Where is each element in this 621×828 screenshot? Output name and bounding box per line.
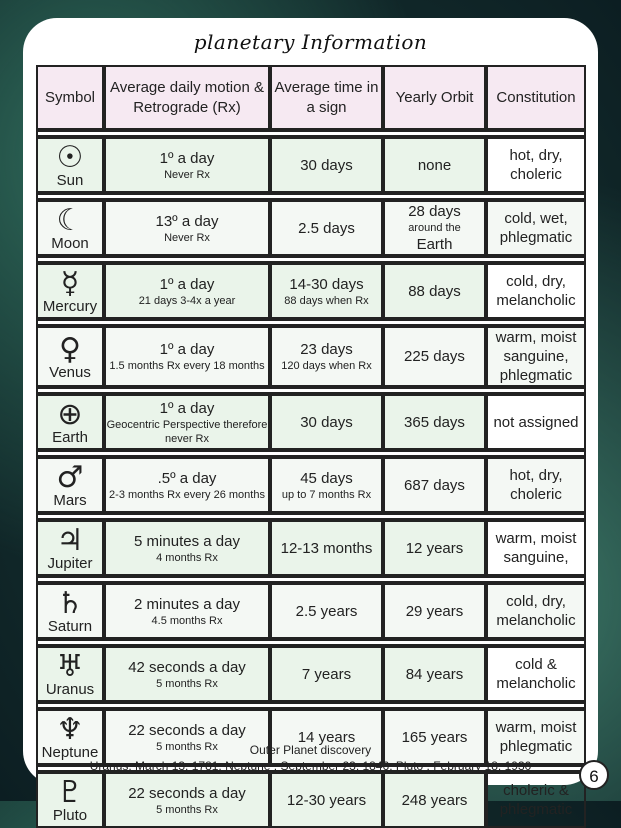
symbol-cell — [36, 326, 104, 387]
planet-name: Mars — [53, 492, 87, 509]
header-motion: Average daily motion & Retrograde (Rx) — [104, 65, 270, 130]
header-symbol: Symbol — [36, 65, 104, 130]
planet-name: Venus — [49, 363, 91, 381]
time-cell — [270, 200, 383, 256]
constitution-cell: warm, moist sanguine, — [486, 520, 586, 576]
time-value: 2.5 days — [298, 219, 355, 237]
orbit-value: 28 days — [408, 203, 461, 220]
motion-note: 1.5 months Rx every 18 months — [109, 360, 265, 372]
header-orbit: Yearly Orbit — [383, 65, 486, 130]
orbit-cell — [383, 646, 486, 702]
planet-glyph-icon: ☾ — [56, 203, 84, 238]
planet-glyph-icon: ♂ — [56, 460, 84, 495]
footer — [23, 742, 598, 774]
planet-glyph-icon: ♅ — [56, 649, 84, 684]
motion-value: 5 minutes a day — [134, 532, 240, 550]
motion-cell — [104, 457, 270, 513]
planet-glyph-icon: ⊕ — [57, 397, 83, 432]
orbit-cell — [383, 326, 486, 387]
motion-note: 4.5 months Rx — [151, 614, 223, 627]
page-title: planetary Information — [193, 30, 428, 54]
time-value: 23 days — [300, 341, 353, 358]
motion-cell — [104, 772, 270, 828]
time-cell — [270, 394, 383, 450]
motion-note: 4 months Rx — [156, 551, 218, 564]
time-note: 120 days when Rx — [281, 360, 372, 372]
symbol-cell — [36, 457, 104, 513]
orbit-value: 248 years — [401, 791, 468, 809]
planet-row — [36, 583, 586, 639]
symbol-cell — [36, 200, 104, 256]
time-cell — [270, 646, 383, 702]
motion-note: 5 months Rx — [156, 740, 218, 753]
info-card — [23, 18, 598, 824]
time-note: up to 7 months Rx — [281, 488, 372, 501]
orbit-cell — [383, 137, 486, 193]
motion-value: 1º a day — [159, 399, 215, 417]
motion-value: 2 minutes a day — [134, 595, 240, 613]
planet-name: Saturn — [47, 618, 93, 635]
planet-row — [36, 457, 586, 513]
planet-name: Pluto — [52, 807, 88, 824]
orbit-value: 12 years — [405, 539, 464, 557]
orbit-cell — [383, 263, 486, 319]
orbit-value: 365 days — [404, 413, 465, 431]
planet-glyph-icon: ♇ — [56, 775, 84, 810]
planet-name: Mercury — [42, 298, 98, 315]
symbol-cell — [36, 137, 104, 193]
constitution-cell: not assigned — [486, 394, 586, 450]
time-value: 12-13 months — [280, 539, 373, 557]
planet-glyph-icon: ☉ — [56, 140, 84, 175]
time-value: 2.5 years — [295, 602, 358, 620]
time-cell — [270, 263, 383, 319]
planet-name: Moon — [51, 235, 89, 252]
planet-row — [36, 200, 586, 256]
motion-cell — [104, 520, 270, 576]
motion-cell — [104, 263, 270, 319]
orbit-note: around the — [408, 222, 461, 234]
symbol-cell — [36, 772, 104, 828]
planet-name: Sun — [56, 172, 84, 189]
symbol-cell — [36, 520, 104, 576]
header-constitution: Constitution — [486, 65, 586, 130]
time-value: 45 days — [300, 469, 353, 487]
time-value: 14-30 days — [289, 275, 364, 293]
motion-note: Geocentric Perspective therefore never Rx — [106, 418, 268, 445]
constitution-cell: choleric & phlegmatic — [486, 772, 586, 828]
time-cell — [270, 326, 383, 387]
motion-value: .5º a day — [157, 469, 217, 487]
header-time: Average time in a sign — [270, 65, 383, 130]
planet-glyph-icon: ♄ — [56, 586, 84, 621]
time-value: 30 days — [300, 156, 353, 174]
motion-cell — [104, 394, 270, 450]
symbol-cell — [36, 583, 104, 639]
time-note: 88 days when Rx — [284, 294, 369, 307]
constitution-cell: warm, moist phlegmatic — [486, 709, 586, 765]
motion-cell — [104, 646, 270, 702]
motion-value: 13º a day — [155, 212, 219, 230]
motion-cell — [104, 326, 270, 387]
motion-note: 5 months Rx — [156, 803, 218, 816]
motion-value: 1º a day — [159, 149, 215, 167]
orbit-cell — [383, 520, 486, 576]
planet-row — [36, 263, 586, 319]
orbit-value: 225 days — [404, 348, 465, 365]
time-value: 14 years — [297, 728, 356, 746]
symbol-cell — [36, 263, 104, 319]
symbol-cell — [36, 646, 104, 702]
footer-text: Uranus: March 13, 1781, Neptune : September 23, 1846, Pluto : February 18, 1930 — [89, 759, 532, 773]
time-value: 30 days — [300, 413, 353, 431]
constitution-cell: cold & melancholic — [486, 646, 586, 702]
planet-name: Uranus — [45, 681, 95, 698]
footer-heading: Outer Planet discovery — [249, 743, 372, 757]
constitution-cell: hot, dry, choleric — [486, 137, 586, 193]
motion-value: 22 seconds a day — [128, 784, 246, 802]
orbit-cell — [383, 394, 486, 450]
time-value: 7 years — [301, 665, 352, 683]
orbit-after: Earth — [416, 236, 453, 253]
orbit-value: 88 days — [408, 282, 461, 300]
motion-value: 22 seconds a day — [128, 721, 246, 739]
orbit-cell — [383, 457, 486, 513]
motion-cell — [104, 137, 270, 193]
orbit-value: none — [417, 156, 452, 174]
motion-value: 42 seconds a day — [128, 658, 246, 676]
symbol-cell — [36, 394, 104, 450]
constitution-cell: warm, moist sanguine, phlegmatic — [486, 326, 586, 387]
motion-cell — [104, 583, 270, 639]
time-cell — [270, 137, 383, 193]
planet-name: Jupiter — [47, 555, 93, 572]
time-cell — [270, 583, 383, 639]
planet-row — [36, 394, 586, 450]
planet-glyph-icon: ♀ — [59, 331, 81, 367]
planet-glyph-icon: ☿ — [60, 266, 80, 301]
orbit-value: 165 years — [401, 728, 468, 746]
constitution-cell: cold, dry, melancholic — [486, 263, 586, 319]
motion-note: 2-3 months Rx every 26 months — [109, 488, 265, 501]
planet-glyph-icon: ♃ — [56, 523, 84, 558]
orbit-value: 29 years — [405, 602, 464, 620]
constitution-cell: cold, wet, phlegmatic — [486, 200, 586, 256]
planet-row — [36, 520, 586, 576]
orbit-cell — [383, 583, 486, 639]
planet-glyph-icon: ♆ — [56, 712, 84, 747]
planet-row — [36, 772, 586, 828]
constitution-cell: cold, dry, melancholic — [486, 583, 586, 639]
orbit-cell — [383, 772, 486, 828]
motion-note: Never Rx — [164, 231, 210, 244]
orbit-value: 84 years — [405, 665, 464, 683]
planet-table — [36, 65, 586, 828]
planet-name: Neptune — [41, 744, 99, 761]
time-cell — [270, 457, 383, 513]
planet-row — [36, 326, 586, 387]
motion-value: 1º a day — [159, 275, 215, 293]
motion-note: 5 months Rx — [156, 677, 218, 690]
page-number: 6 — [579, 760, 609, 790]
constitution-cell: hot, dry, choleric — [486, 457, 586, 513]
motion-cell — [104, 200, 270, 256]
motion-note: 21 days 3-4x a year — [138, 294, 236, 307]
time-cell — [270, 772, 383, 828]
planet-row — [36, 137, 586, 193]
orbit-cell — [383, 200, 486, 256]
motion-value: 1º a day — [159, 341, 215, 358]
time-value: 12-30 years — [286, 791, 367, 809]
motion-note: Never Rx — [164, 168, 210, 181]
planet-name: Earth — [52, 429, 88, 446]
orbit-value: 687 days — [404, 476, 465, 494]
time-cell — [270, 520, 383, 576]
planet-row — [36, 646, 586, 702]
